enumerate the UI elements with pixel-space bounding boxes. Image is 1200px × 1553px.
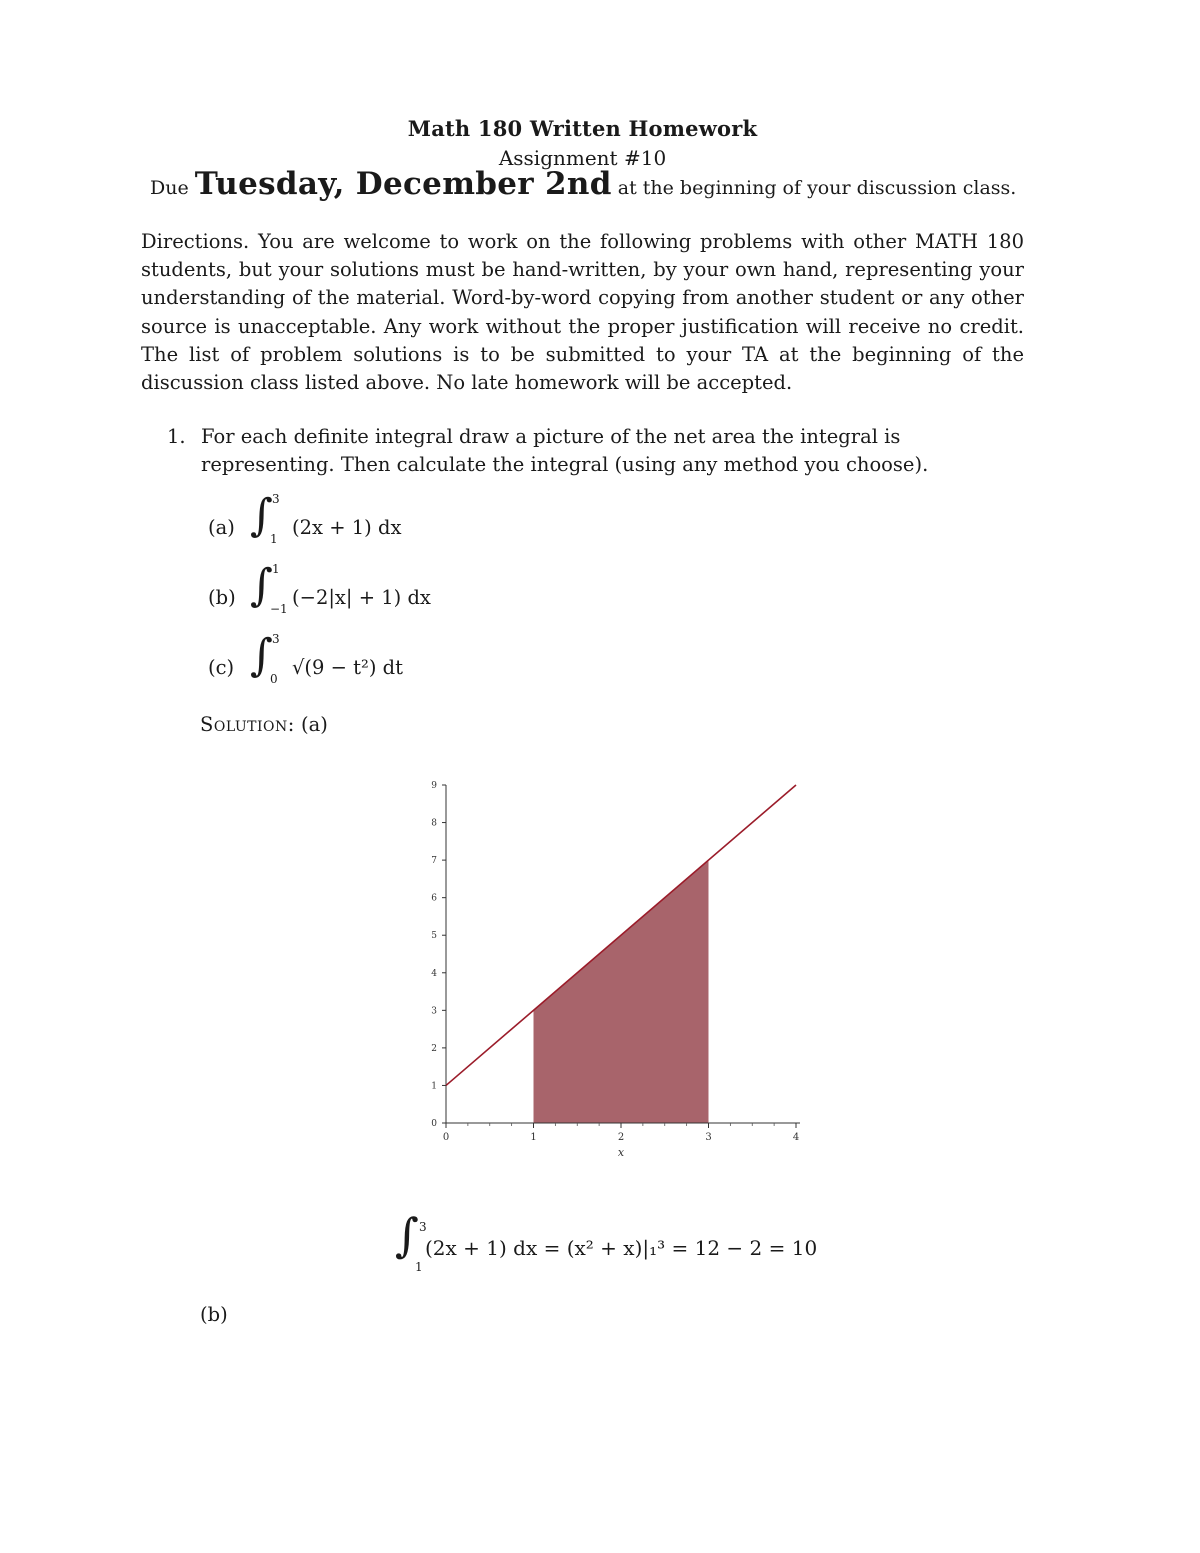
x-tick-label: 0 [442, 1132, 450, 1143]
result-expression: (2x + 1) dx = (x² + x)|₁³ = 12 − 2 = 10 [425, 1236, 818, 1260]
x-tick-label: 2 [617, 1132, 625, 1143]
x-axis-label: x [617, 1146, 625, 1159]
part-b-label: (b) [200, 1303, 228, 1326]
y-tick-label: 0 [431, 1119, 437, 1129]
solution-label: Solution: [200, 713, 295, 736]
x-tick-label: 1 [530, 1132, 537, 1143]
integrand: (2x + 1) dx [292, 516, 402, 539]
y-tick-label: 9 [431, 781, 437, 791]
integrand: (−2|x| + 1) dx [292, 586, 431, 609]
y-tick-label: 1 [431, 1081, 437, 1092]
solution-part-label: (a) [301, 713, 328, 736]
upper-limit: 3 [419, 1220, 427, 1234]
upper-limit: 3 [272, 632, 280, 646]
problem-prompt: For each definite integral draw a picture of the net area the integral is representing. Then calculate the integral (using any method you choose). [201, 425, 929, 477]
lower-limit: 1 [415, 1260, 423, 1274]
upper-limit: 3 [272, 492, 280, 506]
due-date: Tuesday, December 2nd [194, 166, 612, 202]
integrand: √(9 − t²) dt [292, 656, 403, 679]
lower-limit: 1 [270, 532, 278, 546]
y-tick-label: 4 [431, 968, 437, 979]
due-prefix: Due [150, 177, 189, 199]
y-tick-label: 8 [431, 818, 437, 829]
problem-number: 1. [167, 425, 186, 448]
x-tick-label: 4 [792, 1132, 800, 1143]
integral-sign: ∫ [250, 560, 273, 611]
y-tick-label: 6 [431, 893, 437, 904]
part-label: (b) [208, 586, 236, 609]
due-line [150, 166, 1016, 202]
solution-heading [200, 713, 328, 736]
area-chart [410, 775, 810, 1165]
shaded-area [534, 860, 709, 1123]
assignment-number: Assignment #10 [498, 146, 667, 170]
integral-sign: ∫ [395, 1208, 419, 1262]
lower-limit: 0 [270, 672, 278, 686]
integral-sign: ∫ [250, 490, 273, 541]
part-label: (c) [208, 656, 235, 679]
y-tick-label: 7 [431, 856, 437, 867]
part-label: (a) [208, 516, 235, 539]
lower-limit: −1 [270, 602, 288, 616]
directions-paragraph: Directions. You are welcome to work on the following problems with other MATH 180 students, but your solutions must be hand-written, by your own hand, representing your understanding of the material. Word-by-word copying from another student or any other source is unacceptable. Any work without the proper justification will receive no credit. The list of problem solutions is to be submitted to your TA at the beginning of the discussion class listed above. No late homework will be accepted. [141, 230, 1024, 395]
integral-sign: ∫ [250, 630, 273, 681]
upper-limit: 1 [272, 562, 280, 576]
document-title: Math 180 Written Homework [407, 116, 758, 141]
y-tick-label: 2 [431, 1043, 437, 1054]
y-tick-label: 5 [431, 931, 437, 942]
x-tick-label: 3 [705, 1132, 712, 1143]
due-suffix: at the beginning of your discussion class. [617, 177, 1017, 199]
y-tick-label: 3 [431, 1006, 437, 1017]
